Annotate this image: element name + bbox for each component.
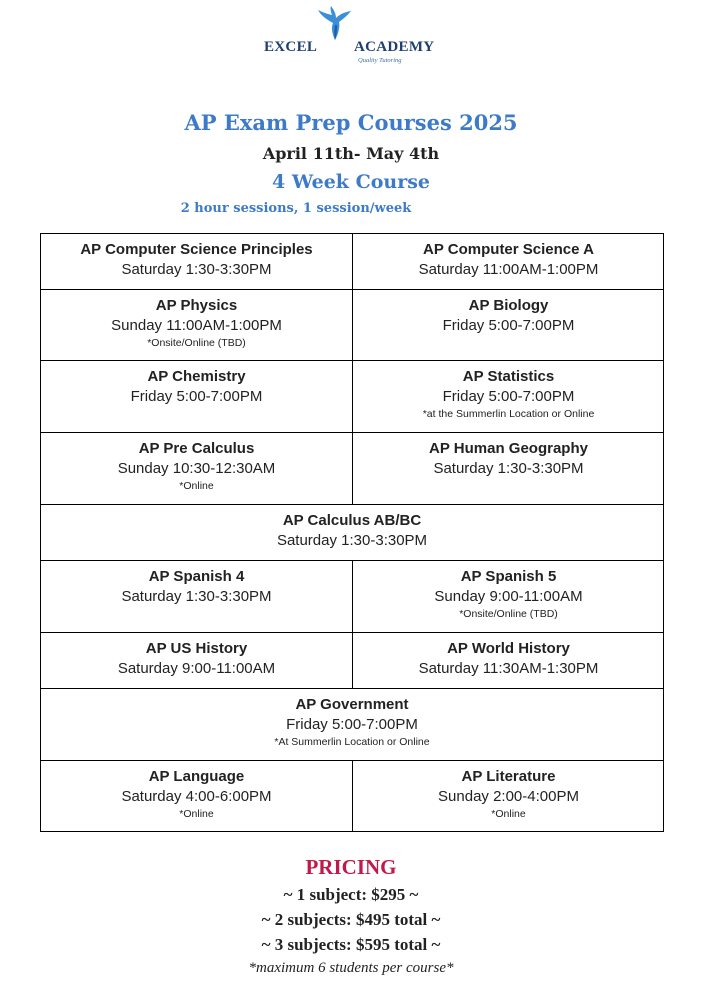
- course-note: *At Summerlin Location or Online: [274, 736, 430, 748]
- course-cell: [353, 633, 664, 688]
- course-cell: [41, 633, 352, 688]
- course-time: Saturday 4:00-6:00PM: [121, 788, 272, 805]
- course-time: Sunday 11:00AM-1:00PM: [111, 317, 282, 334]
- course-name: AP Literature: [461, 768, 556, 785]
- course-cell: [41, 290, 352, 360]
- course-dates: April 11th- May 4th: [262, 144, 440, 163]
- course-note: *Online: [179, 480, 214, 492]
- course-time: Friday 5:00-7:00PM: [130, 388, 263, 405]
- course-name: AP Pre Calculus: [138, 440, 255, 457]
- course-time: Sunday 2:00-4:00PM: [438, 788, 579, 805]
- course-name: AP Computer Science Principles: [80, 241, 313, 258]
- pricing-title: PRICING: [305, 855, 397, 879]
- course-cell: [41, 234, 352, 289]
- course-time: Saturday 9:00-11:00AM: [117, 660, 276, 677]
- course-time: Friday 5:00-7:00PM: [442, 388, 575, 405]
- course-note: *Online: [491, 808, 526, 820]
- course-cell: [41, 561, 352, 632]
- course-note: *Online: [179, 808, 214, 820]
- course-name: AP Physics: [155, 297, 238, 314]
- course-cell: [353, 234, 664, 289]
- course-name: AP Language: [148, 768, 245, 785]
- course-time: Friday 5:00-7:00PM: [442, 317, 575, 334]
- course-cell: [353, 561, 664, 632]
- logo-word-excel: EXCEL: [264, 39, 318, 55]
- course-cell: [41, 361, 352, 432]
- course-name: AP Spanish 4: [148, 568, 245, 585]
- price-one-subject: ~ 1 subject: $295 ~: [283, 885, 419, 904]
- course-schedule-table: [40, 233, 664, 832]
- course-name: AP Spanish 5: [460, 568, 557, 585]
- course-note: *Onsite/Online (TBD): [147, 337, 246, 349]
- course-cell: [353, 290, 664, 360]
- price-three-subjects: ~ 3 subjects: $595 total ~: [261, 935, 441, 954]
- course-name: AP Chemistry: [147, 368, 246, 385]
- course-cell-wide: [41, 505, 663, 560]
- course-time: Sunday 9:00-11:00AM: [434, 588, 583, 605]
- course-name: AP Statistics: [462, 368, 555, 385]
- course-time: Saturday 1:30-3:30PM: [121, 588, 272, 605]
- course-name: AP Biology: [468, 297, 549, 314]
- course-name: AP US History: [145, 640, 248, 657]
- course-name: AP World History: [447, 640, 570, 657]
- course-name: AP Human Geography: [429, 440, 588, 457]
- course-cell: [41, 761, 352, 831]
- course-note: *Onsite/Online (TBD): [459, 608, 558, 620]
- logo-word-academy: ACADEMY: [354, 39, 435, 55]
- course-cell: [41, 433, 352, 504]
- course-name: AP Calculus AB/BC: [282, 512, 422, 529]
- course-name: AP Government: [295, 696, 409, 713]
- pricing-footnote: *maximum 6 students per course*: [248, 960, 454, 976]
- price-two-subjects: ~ 2 subjects: $495 total ~: [261, 910, 441, 929]
- logo-tagline: Quality Tutoring: [358, 57, 402, 64]
- course-time: Saturday 11:30AM-1:30PM: [418, 660, 599, 677]
- course-cell-wide: [41, 689, 663, 760]
- course-duration: 4 Week Course: [272, 171, 430, 193]
- course-time: Friday 5:00-7:00PM: [286, 716, 418, 733]
- course-cell: [353, 361, 664, 432]
- course-cell: [353, 761, 664, 831]
- course-time: Saturday 1:30-3:30PM: [121, 261, 272, 278]
- course-time: Saturday 1:30-3:30PM: [433, 460, 584, 477]
- excel-academy-logo: [262, 6, 442, 68]
- course-time: Saturday 1:30-3:30PM: [276, 532, 428, 549]
- course-time: Sunday 10:30-12:30AM: [117, 460, 276, 477]
- course-time: Saturday 11:00AM-1:00PM: [418, 261, 599, 278]
- session-info: 2 hour sessions, 1 session/week: [180, 201, 412, 216]
- course-cell: [353, 433, 664, 504]
- dove-icon: [316, 6, 354, 42]
- page-title: AP Exam Prep Courses 2025: [184, 110, 518, 135]
- course-name: AP Computer Science A: [423, 241, 594, 258]
- course-note: *at the Summerlin Location or Online: [422, 408, 595, 420]
